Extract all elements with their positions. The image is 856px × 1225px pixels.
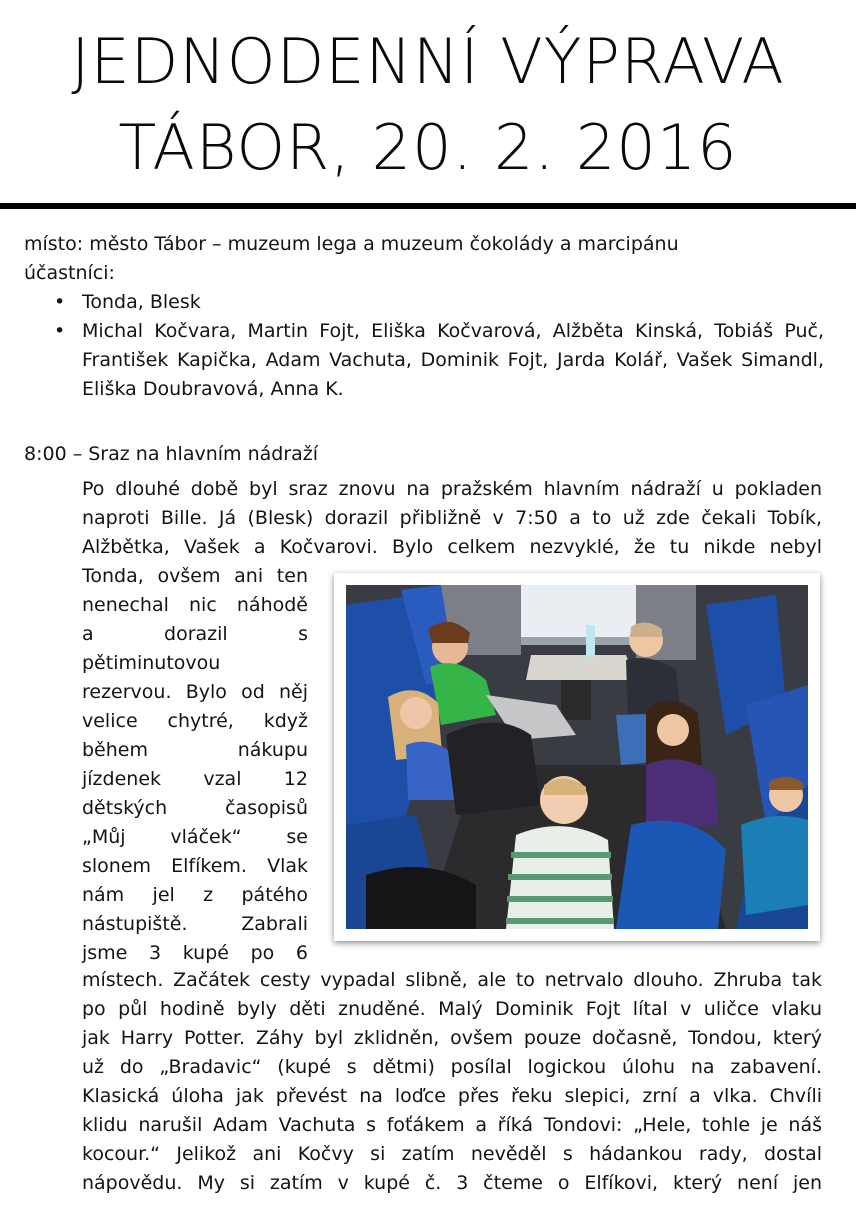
text-line: Klasická úloha jak převést na loďce přes řeku slepici, zrní a vlka. Chvíli [82,1085,822,1107]
paragraph-intro [82,475,822,562]
list-item: • Michal Kočvara, Martin Fojt, Eliška Kočvarová, Alžběta Kinská, Tobiáš Puč, František Kapička, Adam Vachuta, Dominik Fojt, Jarda Kolář, Vašek Simandl, Eliška Doubravová, Anna K. [24,317,824,404]
document-header [0,0,856,203]
text-line: slonem Elfíkem. Vlak [82,855,308,877]
text-line: už do „Bradavic“ (kupé s dětmi) posílal logickou úlohu na zabavení. [82,1056,822,1078]
text-line: a dorazil s [82,623,308,645]
text-line: pětiminutovou [82,652,221,674]
text-line: velice chytré, když [82,710,308,732]
text-line: nápovědu. My si zatím v kupé č. 3 čteme o Elfíkovi, který není jen [82,1172,822,1194]
title-line-2: TÁBOR, 20. 2. 2016 [118,111,738,184]
text-line: nenechal nic náhodě [82,594,308,616]
text-line: Po dlouhé době byl sraz znovu na pražském hlavním nádraží u pokladen [82,478,822,500]
photo-frame [334,573,820,941]
text-line: Alžbětka, Vašek a Kočvarovi. Bylo celkem nezvyklé, že tu nikde nebyl [82,536,822,558]
text-line: rezervou. Bylo od něj [82,681,308,703]
header-divider [0,203,856,209]
text-line: naproti Bille. Já (Blesk) dorazil přibližně v 7:50 a to už zde čekali Tobík, [82,507,822,529]
participants-list [24,288,824,404]
text-line: dětských časopisů [82,797,308,819]
text-line: místech. Začátek cesty vypadal slibně, ale to netrvalo dlouho. Zhruba tak [82,969,822,991]
text-line: jsme 3 kupé po 6 [82,942,308,964]
paragraph-wrap-left [82,562,308,968]
paragraph-continuation [82,966,822,1198]
text-line: Tonda, ovšem ani ten [82,565,308,587]
train-compartment-photo [346,585,808,929]
text-line: během nákupu [82,739,308,761]
trip-meta [24,230,824,288]
text-line: jak Harry Potter. Záhy byl zklidněn, ovšem pouze dočasně, Tondou, který [82,1027,822,1049]
text-line: po půl hodině byly děti znuděné. Malý Dominik Fojt lítal v uličce vlaku [82,998,822,1020]
text-line: klidu narušil Adam Vachuta s foťákem a říká Tondovi: „Hele, tohle je náš [82,1114,822,1136]
list-item: • Tonda, Blesk [24,288,824,317]
text-line: nám jel z pátého [82,884,308,906]
participants-label: účastníci: [24,262,115,284]
place-line: místo: město Tábor – muzeum lega a muzeum čokolády a marcipánu [24,233,679,255]
text-line: jízdenek vzal 12 [82,768,308,790]
text-line: kocour.“ Jelikož ani Kočvy si zatím nevěděl s hádankou rady, dostal [82,1143,822,1165]
text-line: „Můj vláček“ se [82,826,308,848]
section-heading: 8:00 – Sraz na hlavním nádraží [24,443,319,465]
title-line-1: JEDNODENNÍ VÝPRAVA [71,25,785,98]
text-line: nástupiště. Zabrali [82,913,308,935]
